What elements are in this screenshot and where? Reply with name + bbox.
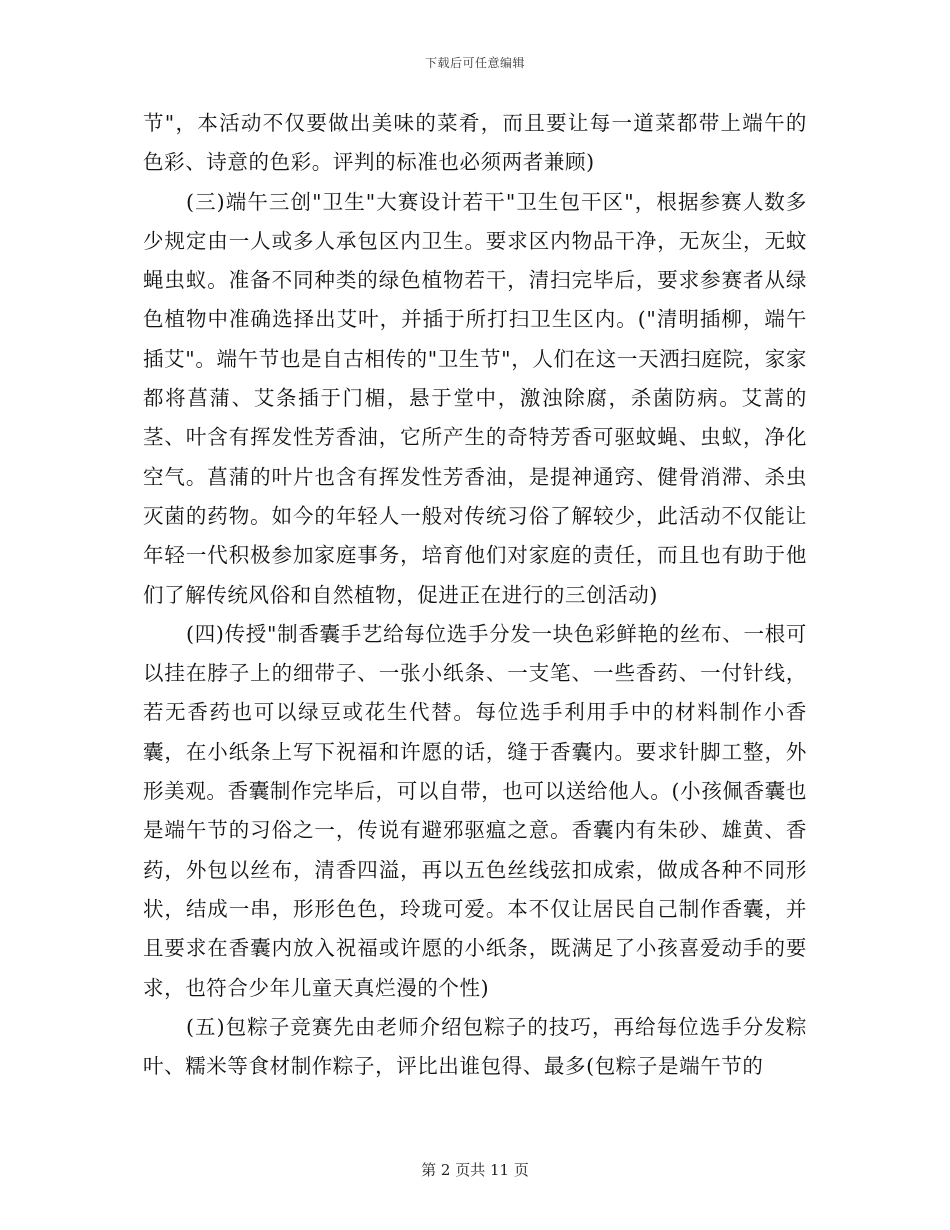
document-body (143, 104, 807, 1086)
page-number: 第 2 页共 11 页 (421, 1161, 529, 1179)
paragraph-section-4: (四)传授"制香囊手艺给每位选手分发一块色彩鲜艳的丝布、一根可以挂在脖子上的细带子、一张小纸条、一支笔、一些香药、一付针线，若无香药也可以绿豆或花生代替。每位选手利用手中的材料制作小香囊，在小纸条上写下祝福和许愿的话，缝于香囊内。要求针脚工整，外形美观。香囊制作完毕后，可以自带，也可以送给他人。(小孩佩香囊也是端午节的习俗之一，传说有避邪驱瘟之意。香囊内有朱砂、雄黄、香药，外包以丝布，清香四溢，再以五色丝线弦扣成索，做成各种不同形状，结成一串，形形色色，玲珑可爱。本不仅让居民自己制作香囊，并且要求在香囊内放入祝福或许愿的小纸条，既满足了小孩喜爱动手的要求，也符合少年儿童天真烂漫的个性) (143, 621, 807, 1000)
page-header-note: 下载后可任意编辑 (424, 56, 525, 70)
paragraph-section-3: (三)端午三创"卫生"大赛设计若干"卫生包干区"，根据参赛人数多少规定由一人或多人承包区内卫生。要求区内物品干净，无灰尘，无蚊蝇虫蚁。准备不同种类的绿色植物若干，清扫完毕后，要求参赛者从绿色植物中准确选择出艾叶，并插于所打扫卫生区内。("清明插柳，端午插艾"。端午节也是自古相传的"卫生节"，人们在这一天洒扫庭院，家家都将菖蒲、艾条插于门楣，悬于堂中，激浊除腐，杀菌防病。艾蒿的茎、叶含有挥发性芳香油，它所产生的奇特芳香可驱蚊蝇、虫蚁，净化空气。菖蒲的叶片也含有挥发性芳香油，是提神通窍、健骨消滞、杀虫灭菌的药物。如今的年轻人一般对传统习俗了解较少，此活动不仅能让年轻一代积极参加家庭事务，培育他们对家庭的责任，而且也有助于他们了解传统风俗和自然植物，促进正在进行的三创活动) (143, 189, 807, 607)
paragraph-continuation: 节"，本活动不仅要做出美味的菜肴，而且要让每一道菜都带上端午的色彩、诗意的色彩。评判的标准也必须两者兼顾) (143, 111, 807, 175)
paragraph-section-5: (五)包粽子竞赛先由老师介绍包粽子的技巧，再给每位选手分发粽叶、糯米等食材制作粽子，评比出谁包得、最多(包粽子是端午节的 (143, 1014, 807, 1079)
